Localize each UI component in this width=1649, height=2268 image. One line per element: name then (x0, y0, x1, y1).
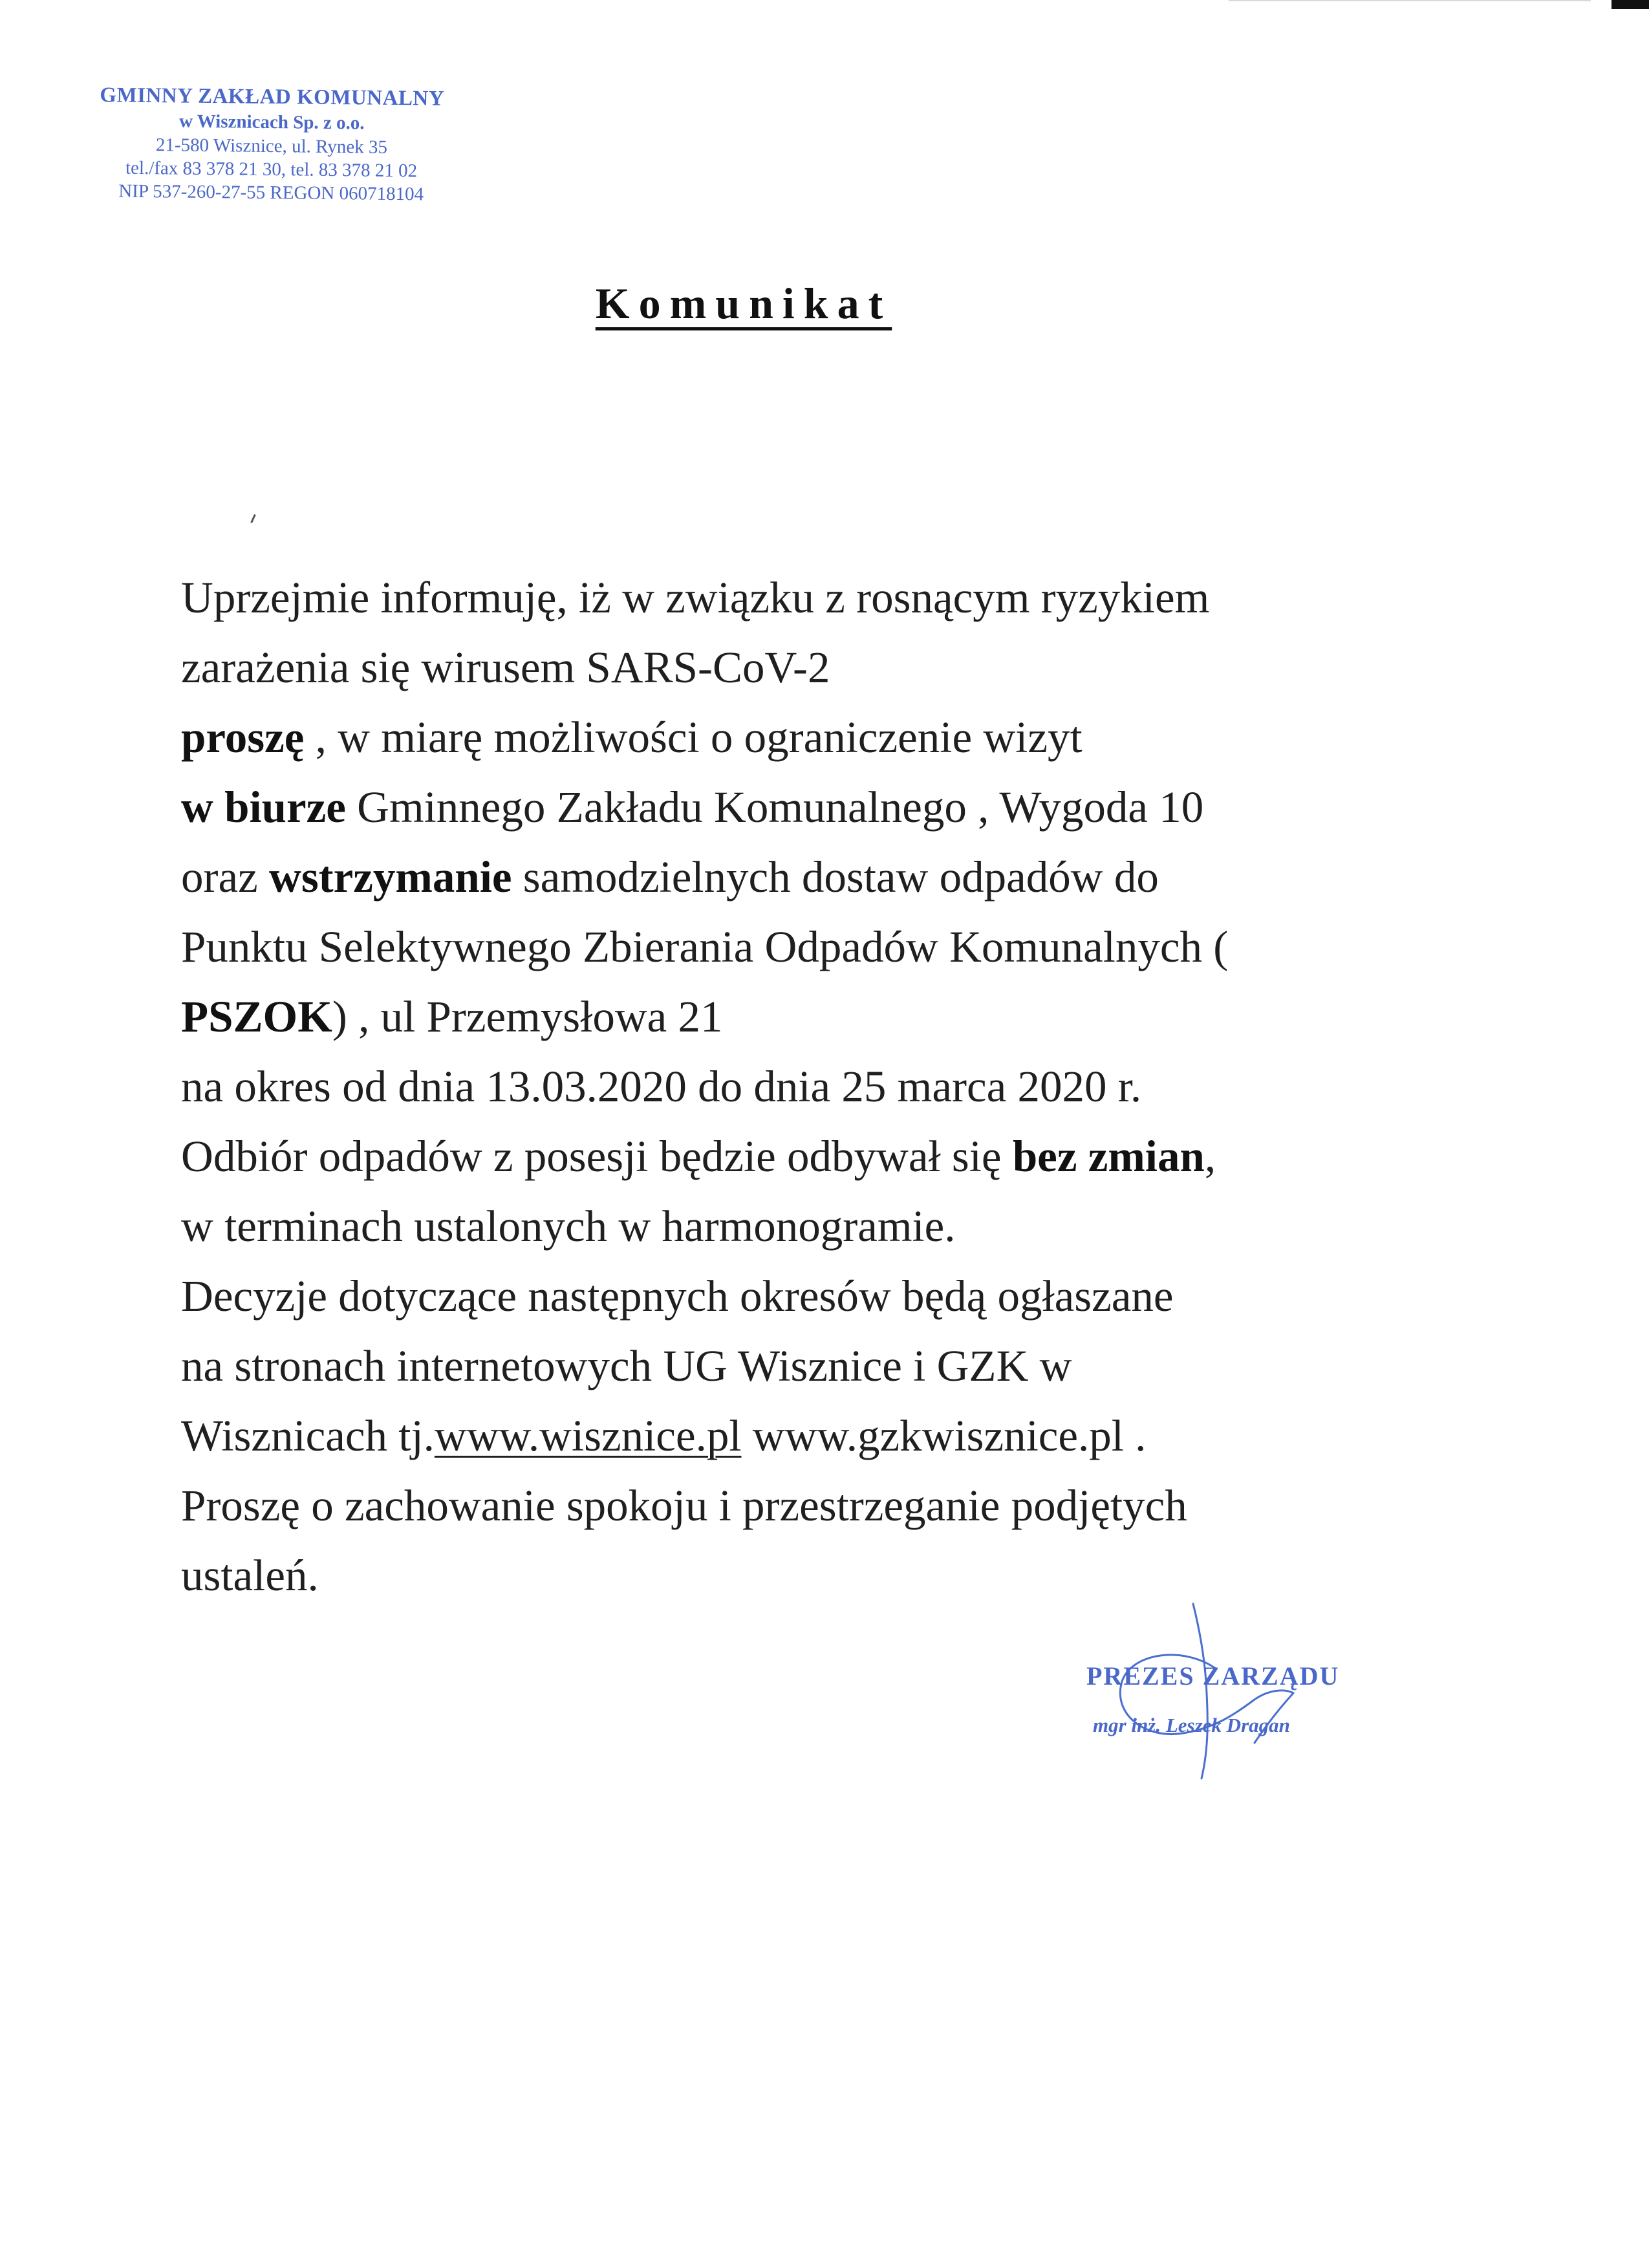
body-line-1: Uprzejmie informuję, iż w związku z rosnącym ryzykiem (181, 573, 1210, 622)
stamp-phone: tel./fax 83 378 21 30, tel. 83 378 21 02 (125, 157, 418, 182)
stamp-company-location: w Wisznicach Sp. z o.o. (178, 111, 365, 134)
body-line-13-pre: Wisznicach tj. (181, 1411, 435, 1460)
body-line-3 (181, 702, 1474, 772)
body-line-15: ustaleń. (181, 1551, 319, 1600)
stamp-company-name: GMINNY ZAKŁAD KOMUNALNY (100, 83, 445, 111)
body-line-9 (181, 1121, 1474, 1191)
body-line-7 (181, 982, 1474, 1052)
emphasis-bez-zmian: bez zmian (1012, 1132, 1205, 1181)
body-line-5-pre: oraz (181, 852, 269, 902)
stamp-tax-ids: NIP 537-260-27-55 REGON 060718104 (118, 180, 424, 205)
body-line-10: w terminach ustalonych w harmonogramie. (181, 1202, 956, 1251)
body-line-13-post: www.gzkwisznice.pl . (741, 1411, 1147, 1460)
body-line-8: na okres od dnia 13.03.2020 do dnia 25 marca 2020 r. (181, 1062, 1142, 1111)
signature-name: mgr inż. Leszek Dragan (1093, 1714, 1290, 1736)
body-line-9-post: , (1204, 1132, 1216, 1181)
body-line-9-pre: Odbiór odpadów z posesji będzie odbywał się (181, 1132, 1013, 1181)
emphasis-wstrzymanie: wstrzymanie (268, 852, 512, 902)
announcement-body (181, 563, 1474, 1610)
body-line-5-rest: samodzielnych dostaw odpadów do (512, 852, 1159, 902)
link-wisznice[interactable]: www.wisznice.pl (434, 1411, 742, 1460)
body-line-4-rest: Gminnego Zakładu Komunalnego , Wygoda 10 (345, 783, 1204, 832)
signature-block (1061, 1584, 1397, 1791)
body-line-7-rest: ) , ul Przemysłowa 21 (332, 992, 723, 1041)
body-line-11: Decyzje dotyczące następnych okresów będą ogłaszane (181, 1271, 1174, 1321)
emphasis-w-biurze: w biurze (181, 783, 346, 832)
body-line-14: Proszę o zachowanie spokoju i przestrzeganie podjętych (181, 1481, 1187, 1530)
emphasis-prosze: proszę (181, 713, 305, 762)
body-line-2: zarażenia się wirusem SARS-CoV-2 (181, 643, 830, 692)
body-line-12: na stronach internetowych UG Wisznice i GZK w (181, 1341, 1072, 1390)
company-stamp (77, 82, 466, 207)
stamp-address: 21-580 Wisznice, ul. Rynek 35 (155, 134, 388, 158)
body-line-6: Punktu Selektywnego Zbierania Odpadów Komunalnych ( (181, 922, 1229, 971)
signature-title: PREZES ZARZĄDU (1086, 1661, 1340, 1690)
body-line-3-rest: , w miarę możliwości o ograniczenie wizyt (304, 713, 1083, 762)
scan-corner-mark (1611, 0, 1649, 9)
emphasis-pszok: PSZOK (181, 992, 332, 1041)
body-line-13 (181, 1401, 1474, 1471)
scan-edge-line (1229, 0, 1591, 1)
body-line-4 (181, 772, 1474, 842)
body-line-5 (181, 842, 1474, 912)
document-title: Komunikat (595, 279, 892, 328)
scan-speck (250, 514, 256, 523)
